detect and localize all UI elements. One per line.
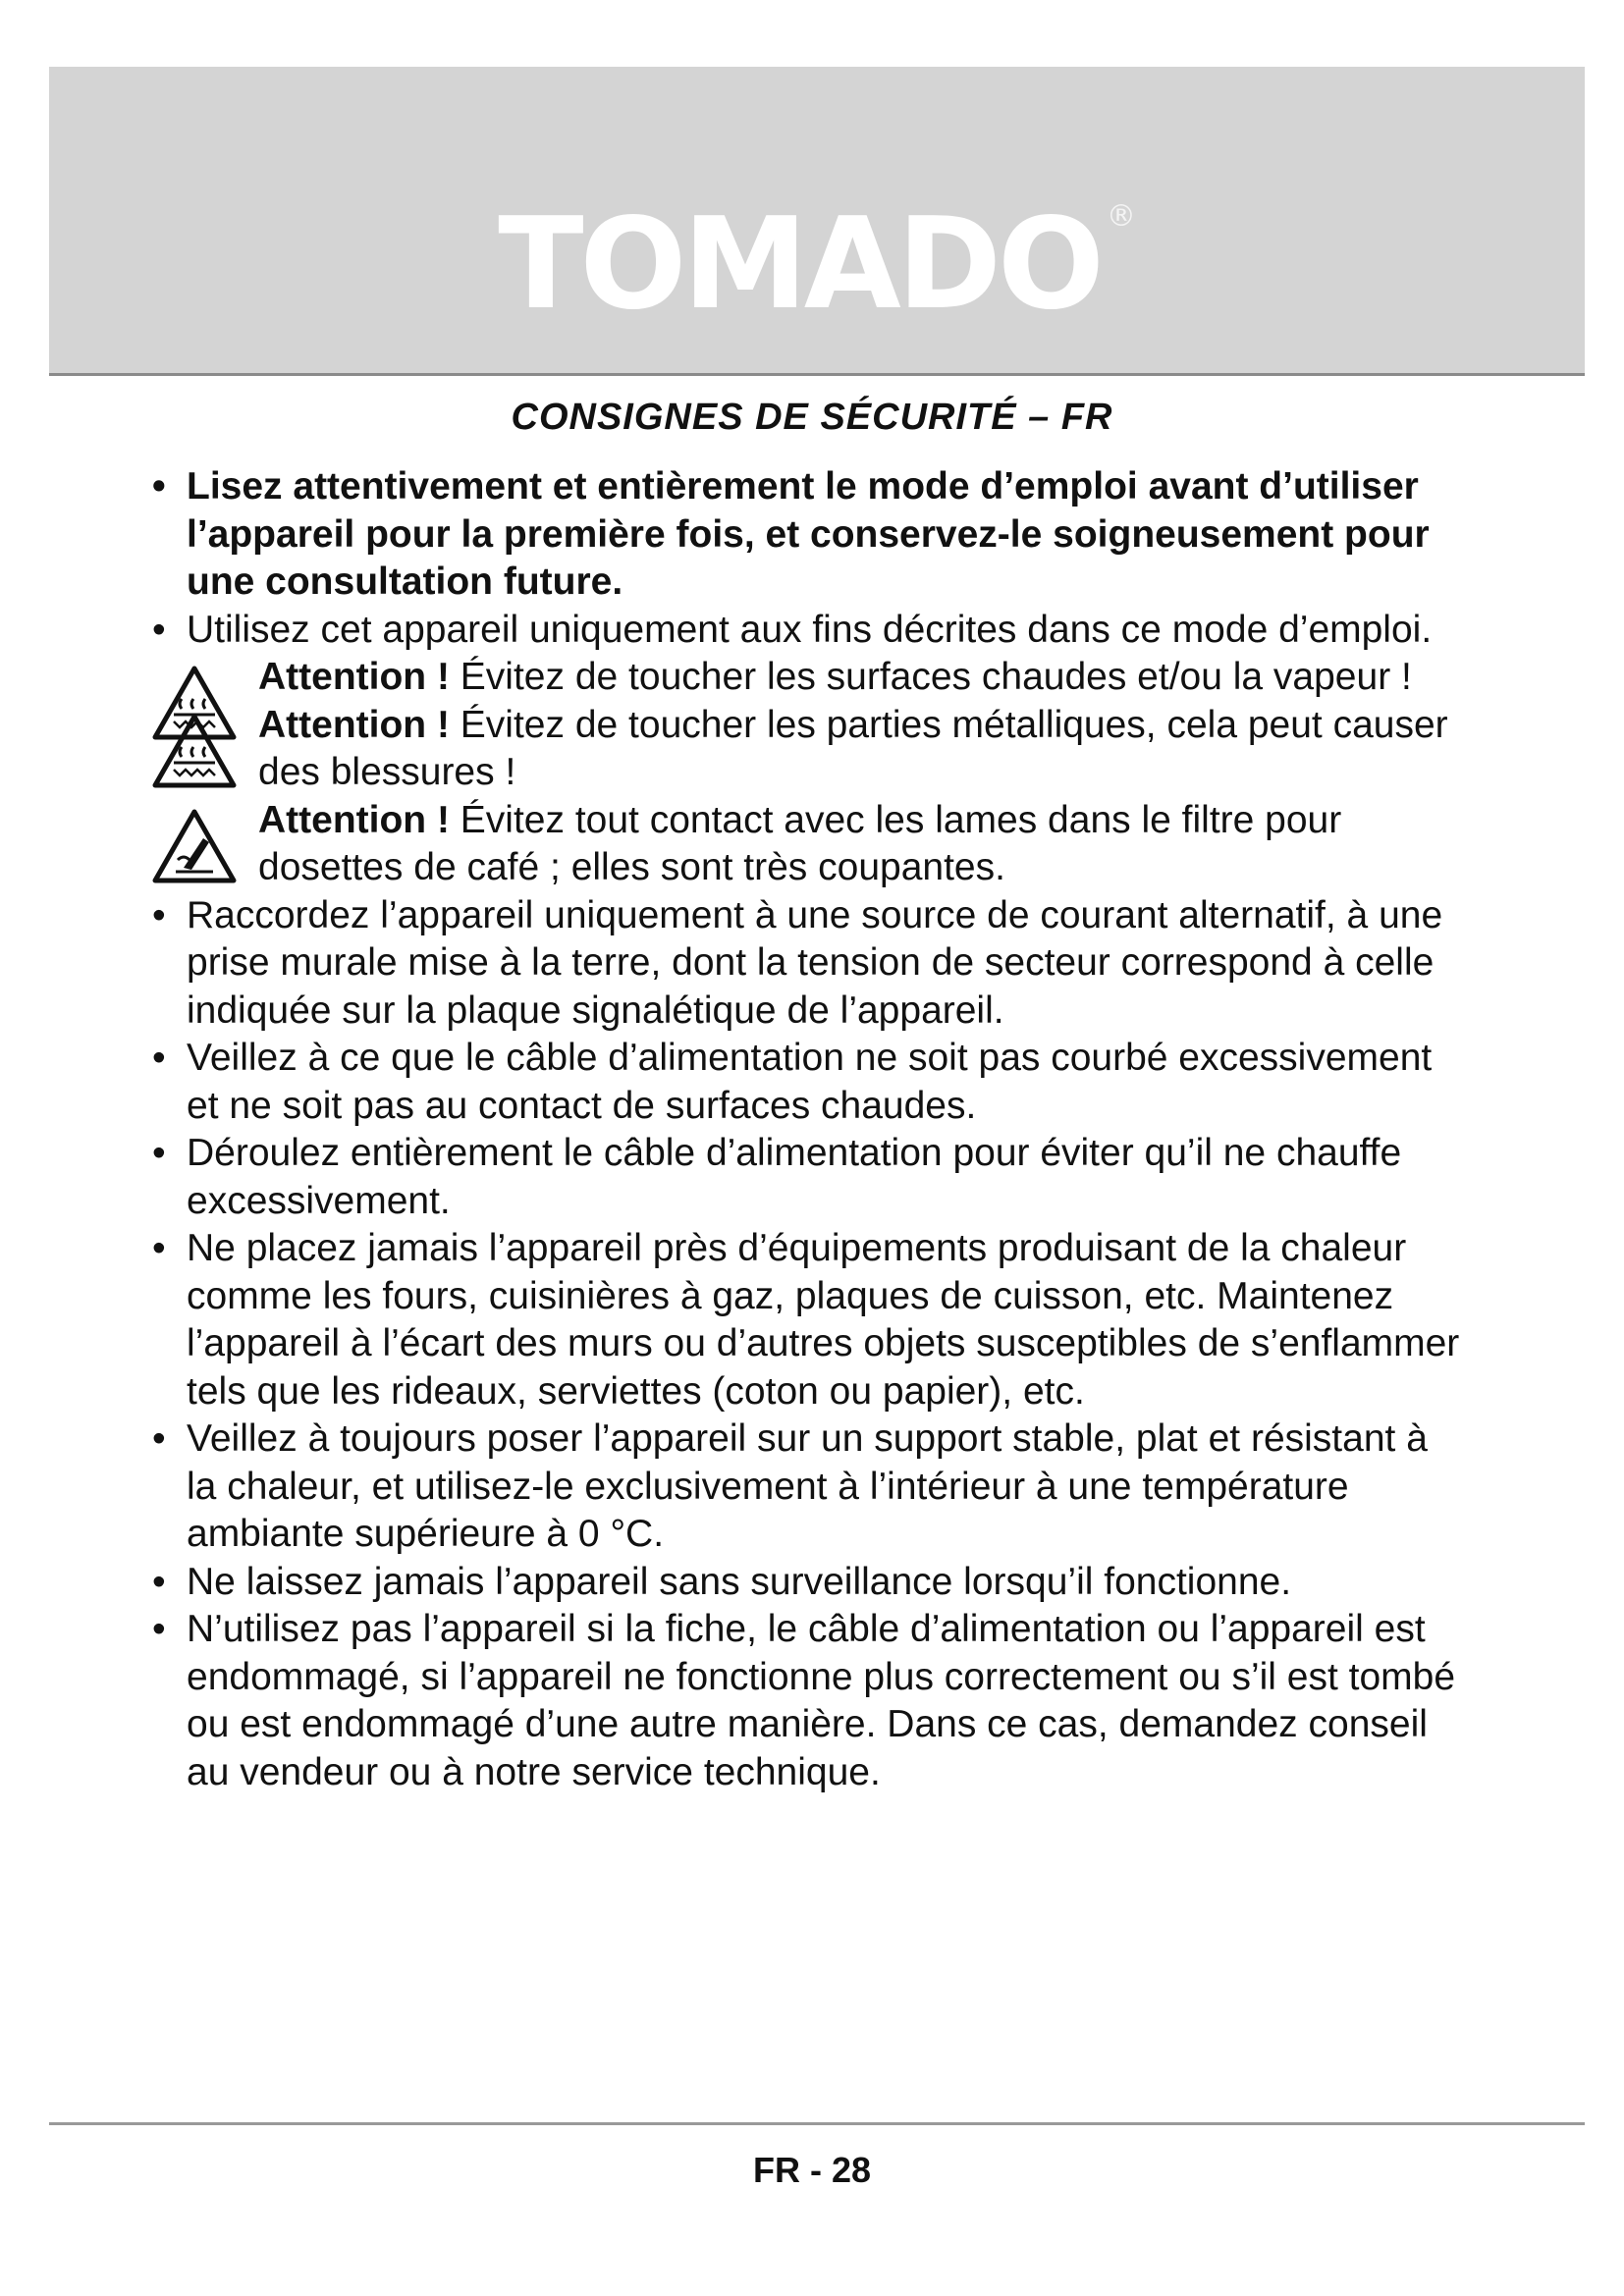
safety-instructions: [152, 463, 1468, 1796]
bullet-power-supply: • Raccordez l’appareil uniquement à une source de courant alternatif, à une prise murale mise à la terre, dont la tension de secteur correspond à celle indiquée sur la plaque signalétique de l’appareil.: [152, 892, 1468, 1036]
warning-label: Attention !: [258, 656, 450, 698]
bullet-cable-bending: • Veillez à ce que le câble d’alimentation ne soit pas courbé excessivement et ne soit pas au contact de surfaces chaudes.: [152, 1035, 1468, 1130]
brand-name: TOMADO: [498, 191, 1101, 338]
registered-mark: ®: [1106, 199, 1136, 234]
hot-surface-warning-icon: [152, 714, 237, 788]
bullet-unroll-cable: • Déroulez entièrement le câble d’alimentation pour éviter qu’il ne chauffe excessivement.: [152, 1130, 1468, 1225]
warning-text: Évitez de toucher les parties métalliques, cela peut causer des blessures !: [258, 703, 1448, 793]
warning-label: Attention !: [258, 798, 450, 841]
footer-divider: [49, 2122, 1585, 2125]
intro-bullet-intended-use: • Utilisez cet appareil uniquement aux fins décrites dans ce mode d’emploi.: [152, 607, 1468, 655]
warning-label: Attention !: [258, 703, 450, 746]
warning-text: Évitez tout contact avec les lames dans le filtre pour dosettes de café ; elles sont très coupantes.: [258, 798, 1342, 888]
warning-metal-parts: [152, 702, 1468, 797]
bullet-heat-sources: • Ne placez jamais l’appareil près d’équipements produisant de la chaleur comme les fours, cuisinières à gaz, plaques de cuisson, etc. Maintenez l’appareil à l’écart des murs ou d’autres objets susceptibles de s’enflammer tels que les rideaux, serviettes (coton ou papier), etc.: [152, 1225, 1468, 1415]
bullet-damaged-appliance: • N’utilisez pas l’appareil si la fiche, le câble d’alimentation ou l’appareil est endommagé, si l’appareil ne fonctionne plus correctement ou s’il est tombé ou est endommagé d’une autre manière. Dans ce cas, demandez conseil au vendeur ou à notre service technique.: [152, 1606, 1468, 1796]
warning-text: Évitez de toucher les surfaces chaudes et/ou la vapeur !: [449, 656, 1412, 698]
bullet-unattended: • Ne laissez jamais l’appareil sans surveillance lorsqu’il fonctionne.: [152, 1559, 1468, 1607]
header-band: [49, 67, 1585, 376]
warning-sharp-blades: [152, 797, 1468, 892]
section-title: CONSIGNES DE SÉCURITÉ – FR: [511, 397, 1113, 438]
page-number: FR - 28: [752, 2150, 872, 2190]
bullet-stable-surface: • Veillez à toujours poser l’appareil sur un support stable, plat et résistant à la chaleur, et utilisez-le exclusivement à l’intérieur à une température ambiante supérieure à 0 °C.: [152, 1415, 1468, 1559]
sharp-blade-warning-icon: [152, 809, 237, 883]
warning-hot-surfaces: [152, 654, 1468, 702]
brand-logo: [49, 191, 1585, 338]
intro-bullet-read-manual: • Lisez attentivement et entièrement le mode d’emploi avant d’utiliser l’appareil pour la première fois, et conservez-le soigneusement pour une consultation future.: [152, 463, 1468, 607]
